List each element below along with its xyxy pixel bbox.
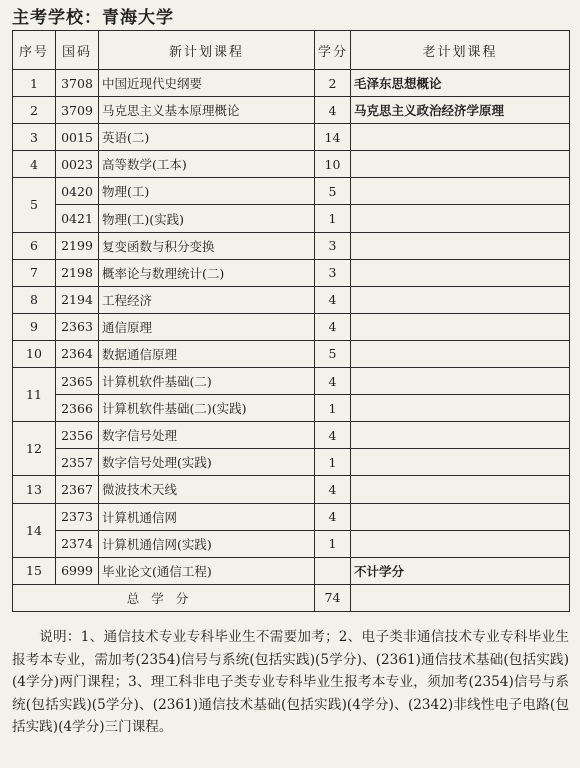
row-credit: 4 xyxy=(315,313,351,340)
table-row xyxy=(13,232,570,259)
column-header-new-course: 新计划课程 xyxy=(99,31,315,70)
row-course-name: 通信原理 xyxy=(99,313,315,340)
table-row xyxy=(13,368,570,395)
total-credit: 74 xyxy=(315,584,351,611)
row-credit: 1 xyxy=(315,530,351,557)
table-header-row xyxy=(13,31,570,70)
table-row xyxy=(13,476,570,503)
row-old-course xyxy=(351,151,570,178)
row-old-course xyxy=(351,232,570,259)
row-code: 3709 xyxy=(56,97,99,124)
row-old-course xyxy=(351,422,570,449)
table-row xyxy=(13,395,570,422)
row-code: 2367 xyxy=(56,476,99,503)
row-course-name: 计算机通信网 xyxy=(99,503,315,530)
row-seq: 12 xyxy=(13,422,56,476)
row-credit: 14 xyxy=(315,124,351,151)
table-row xyxy=(13,286,570,313)
row-course-name: 英语(二) xyxy=(99,124,315,151)
course-table xyxy=(12,30,570,612)
row-code: 0420 xyxy=(56,178,99,205)
table-row xyxy=(13,259,570,286)
row-code: 2365 xyxy=(56,368,99,395)
row-course-name: 复变函数与积分变换 xyxy=(99,232,315,259)
row-code: 0421 xyxy=(56,205,99,232)
column-header-seq: 序号 xyxy=(13,31,56,70)
row-code: 0015 xyxy=(56,124,99,151)
table-row xyxy=(13,313,570,340)
notes-paragraph: 说明：1、通信技术专业专科毕业生不需要加考；2、电子类非通信技术专业专科毕业生报考本专业，需加考(2354)信号与系统(包括实践)(5学分)、(2361)通信技术基础(包括实践)(4学分)两门课程；3、理工科非电子类专业专科毕业生报考本专业，须加考(2354)信号与系统(包括实践)(5学分)、(2361)通信技术基础(包括实践)(4学分)、(2342)非线性电子电路(包括实践)(4学分)三门课程。 xyxy=(12,629,569,735)
row-code: 3708 xyxy=(56,70,99,97)
row-code: 2198 xyxy=(56,259,99,286)
row-code: 2194 xyxy=(56,286,99,313)
row-seq: 14 xyxy=(13,503,56,557)
column-header-code: 国码 xyxy=(56,31,99,70)
column-header-credit: 学分 xyxy=(315,31,351,70)
row-code: 2366 xyxy=(56,395,99,422)
row-credit: 4 xyxy=(315,476,351,503)
row-credit: 4 xyxy=(315,286,351,313)
row-credit: 1 xyxy=(315,205,351,232)
row-old-course: 不计学分 xyxy=(351,557,570,584)
row-code: 2199 xyxy=(56,232,99,259)
row-credit: 1 xyxy=(315,395,351,422)
table-row xyxy=(13,449,570,476)
row-old-course xyxy=(351,449,570,476)
column-header-old-course: 老计划课程 xyxy=(351,31,570,70)
table-body xyxy=(13,70,570,585)
row-seq: 8 xyxy=(13,286,56,313)
table-row xyxy=(13,205,570,232)
table-row xyxy=(13,422,570,449)
row-credit: 1 xyxy=(315,449,351,476)
table-row xyxy=(13,124,570,151)
row-seq: 9 xyxy=(13,313,56,340)
row-credit: 4 xyxy=(315,97,351,124)
row-old-course xyxy=(351,340,570,367)
total-old-empty xyxy=(351,584,570,611)
row-course-name: 数字信号处理(实践) xyxy=(99,449,315,476)
row-old-course xyxy=(351,368,570,395)
row-credit: 2 xyxy=(315,70,351,97)
row-course-name: 工程经济 xyxy=(99,286,315,313)
row-code: 6999 xyxy=(56,557,99,584)
row-code: 2373 xyxy=(56,503,99,530)
row-course-name: 计算机软件基础(二) xyxy=(99,368,315,395)
row-course-name: 计算机软件基础(二)(实践) xyxy=(99,395,315,422)
row-credit: 5 xyxy=(315,178,351,205)
table-row xyxy=(13,151,570,178)
row-credit: 5 xyxy=(315,340,351,367)
row-old-course xyxy=(351,205,570,232)
row-course-name: 微波技术天线 xyxy=(99,476,315,503)
total-label: 总学分 xyxy=(13,584,315,611)
row-old-course xyxy=(351,503,570,530)
row-course-name: 物理(工) xyxy=(99,178,315,205)
row-credit xyxy=(315,557,351,584)
row-old-course xyxy=(351,286,570,313)
row-old-course xyxy=(351,124,570,151)
table-row xyxy=(13,70,570,97)
row-course-name: 中国近现代史纲要 xyxy=(99,70,315,97)
row-credit: 3 xyxy=(315,259,351,286)
table-row xyxy=(13,340,570,367)
row-course-name: 数据通信原理 xyxy=(99,340,315,367)
row-seq: 15 xyxy=(13,557,56,584)
row-course-name: 马克思主义基本原理概论 xyxy=(99,97,315,124)
row-credit: 4 xyxy=(315,422,351,449)
row-code: 2364 xyxy=(56,340,99,367)
row-code: 2374 xyxy=(56,530,99,557)
row-course-name: 物理(工)(实践) xyxy=(99,205,315,232)
row-code: 2356 xyxy=(56,422,99,449)
row-old-course xyxy=(351,313,570,340)
row-seq: 4 xyxy=(13,151,56,178)
table-row xyxy=(13,97,570,124)
row-old-course xyxy=(351,178,570,205)
table-row xyxy=(13,557,570,584)
row-seq: 11 xyxy=(13,368,56,422)
page-title: 主考学校：青海大学 xyxy=(12,8,174,28)
row-course-name: 毕业论文(通信工程) xyxy=(99,557,315,584)
row-old-course xyxy=(351,395,570,422)
row-old-course xyxy=(351,530,570,557)
table-row xyxy=(13,178,570,205)
row-course-name: 高等数学(工本) xyxy=(99,151,315,178)
row-course-name: 数字信号处理 xyxy=(99,422,315,449)
row-seq: 6 xyxy=(13,232,56,259)
row-old-course xyxy=(351,476,570,503)
row-code: 2363 xyxy=(56,313,99,340)
row-credit: 3 xyxy=(315,232,351,259)
total-row xyxy=(13,584,570,611)
row-seq: 13 xyxy=(13,476,56,503)
row-course-name: 概率论与数理统计(二) xyxy=(99,259,315,286)
row-seq: 5 xyxy=(13,178,56,232)
table-row xyxy=(13,503,570,530)
row-credit: 10 xyxy=(315,151,351,178)
row-seq: 10 xyxy=(13,340,56,367)
row-course-name: 计算机通信网(实践) xyxy=(99,530,315,557)
row-code: 2357 xyxy=(56,449,99,476)
table-row xyxy=(13,530,570,557)
row-code: 0023 xyxy=(56,151,99,178)
row-seq: 1 xyxy=(13,70,56,97)
row-seq: 2 xyxy=(13,97,56,124)
row-credit: 4 xyxy=(315,503,351,530)
row-old-course: 马克思主义政治经济学原理 xyxy=(351,97,570,124)
row-seq: 3 xyxy=(13,124,56,151)
row-old-course xyxy=(351,259,570,286)
row-seq: 7 xyxy=(13,259,56,286)
row-old-course: 毛泽东思想概论 xyxy=(351,70,570,97)
row-credit: 4 xyxy=(315,368,351,395)
